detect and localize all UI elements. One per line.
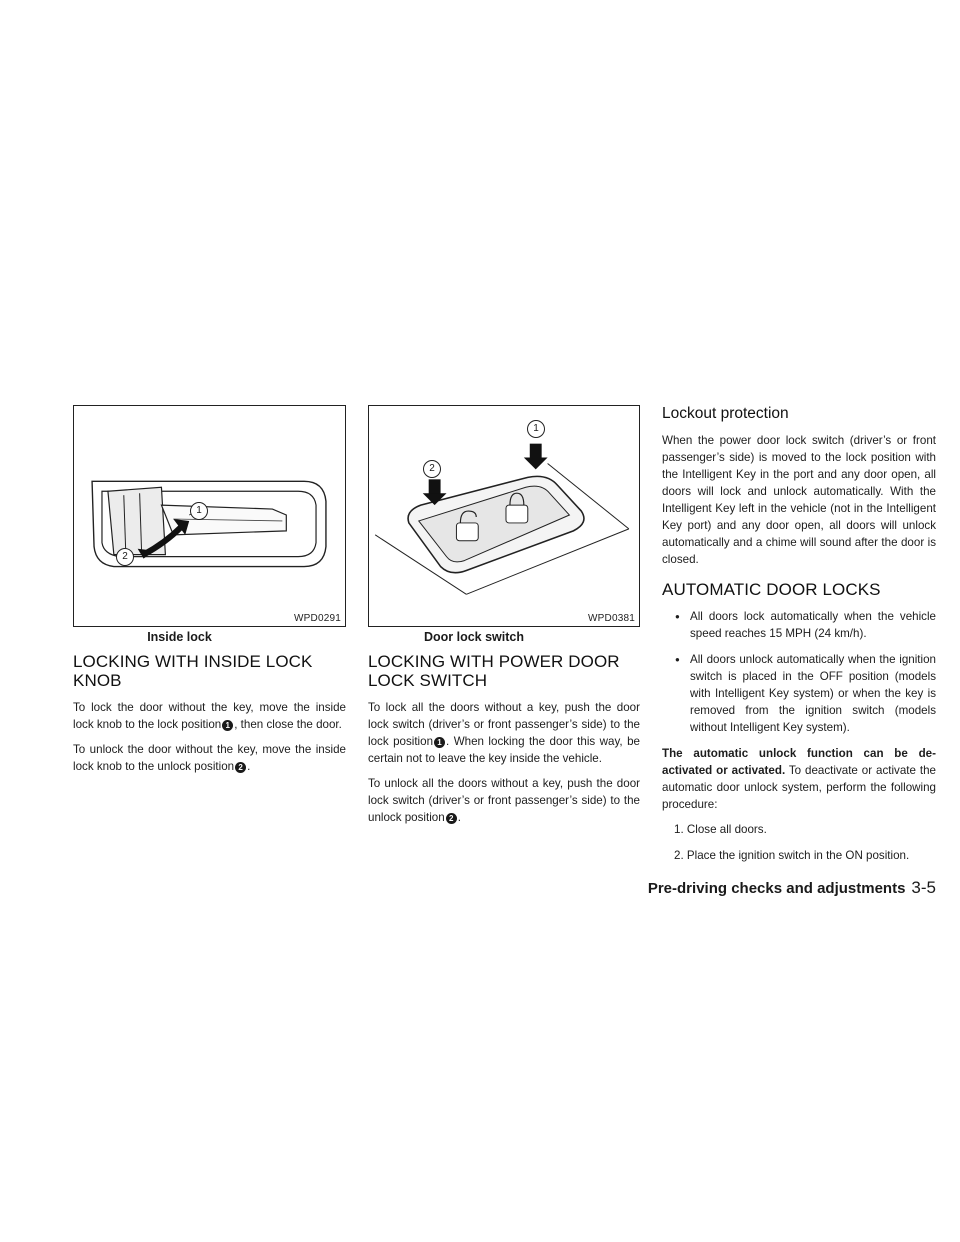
bold-text: The automatic unlock function can be de-activated or activated. <box>662 747 936 777</box>
text: . <box>457 811 461 824</box>
figure-code: WPD0381 <box>588 613 635 624</box>
text: To deactivate or activate the automatic door unlock system, perform the following procedure: <box>662 764 936 811</box>
page-number: 3-5 <box>911 878 936 897</box>
figure-code: WPD0291 <box>294 613 341 624</box>
callout-1: 1 <box>527 420 545 438</box>
callout-marker: 2 <box>235 762 246 773</box>
footer-section-title: Pre-driving checks and adjustments <box>647 880 906 897</box>
callout-marker: 1 <box>222 720 233 731</box>
bullet-list <box>662 608 936 736</box>
subsection-heading: Lockout protection <box>662 405 789 422</box>
section-heading: LOCKING WITH POWER DOOR LOCK SWITCH <box>368 652 620 690</box>
column-power-door-lock <box>368 405 640 834</box>
text: , then close the door. <box>234 718 342 731</box>
paragraph <box>73 741 346 775</box>
text: . When locking the door this way, be certain not to leave the key inside the vehicle. <box>368 735 640 765</box>
paragraph <box>368 775 640 826</box>
section-heading: LOCKING WITH INSIDE LOCK KNOB <box>73 652 313 690</box>
text: To unlock the door without the key, move the inside lock knob to the unlock position <box>73 743 346 773</box>
figure-caption: Inside lock <box>147 630 212 644</box>
column-lockout-and-auto-locks <box>662 405 936 873</box>
figure-caption: Door lock switch <box>423 630 525 644</box>
list-item: 1. Close all doors. <box>674 823 767 836</box>
list-item: ● All doors unlock automatically when the ignition switch is placed in the OFF position (models with Intelligent Key system) or when the key is removed from the ignition switch (models without Intelligent Key system). <box>662 651 936 736</box>
callout-2: 2 <box>116 548 134 566</box>
paragraph <box>662 745 936 813</box>
paragraph <box>368 699 640 767</box>
text: To lock the door without the key, move the inside lock knob to the lock position <box>73 701 346 731</box>
callout-marker: 1 <box>434 737 445 748</box>
callout-marker: 2 <box>446 813 457 824</box>
callout-1: 1 <box>190 502 208 520</box>
paragraph <box>73 699 346 733</box>
column-inside-lock <box>73 405 346 783</box>
figure-inside-lock <box>73 405 346 627</box>
text: . <box>247 760 251 773</box>
figure-door-lock-switch <box>368 405 640 627</box>
text: To lock all the doors without a key, push the door lock switch (driver’s or front passenger’s side) to the lock position <box>368 701 640 748</box>
paragraph: When the power door lock switch (driver’s or front passenger’s side) is moved to the lock position with the Intelligent Key in the port and any door open, all doors will lock and unlock automatically. With the Intelligent Key left in the vehicle (not in the Intelligent Key port) and any door open, all doors will unlock automatically and a chime will sound after the door is closed. <box>662 434 936 566</box>
inside-lock-illustration <box>74 406 345 626</box>
list-item: ● All doors lock automatically when the vehicle speed reaches 15 MPH (24 km/h). <box>662 608 936 642</box>
page-footer <box>648 878 936 898</box>
list-item: 2. Place the ignition switch in the ON position. <box>674 849 910 862</box>
callout-2: 2 <box>423 460 441 478</box>
steps-list <box>662 821 936 864</box>
section-heading: AUTOMATIC DOOR LOCKS <box>662 580 881 599</box>
text: To unlock all the doors without a key, push the door lock switch (driver’s or front passenger’s side) to the unlock position <box>368 777 640 824</box>
door-lock-switch-illustration <box>369 406 639 626</box>
